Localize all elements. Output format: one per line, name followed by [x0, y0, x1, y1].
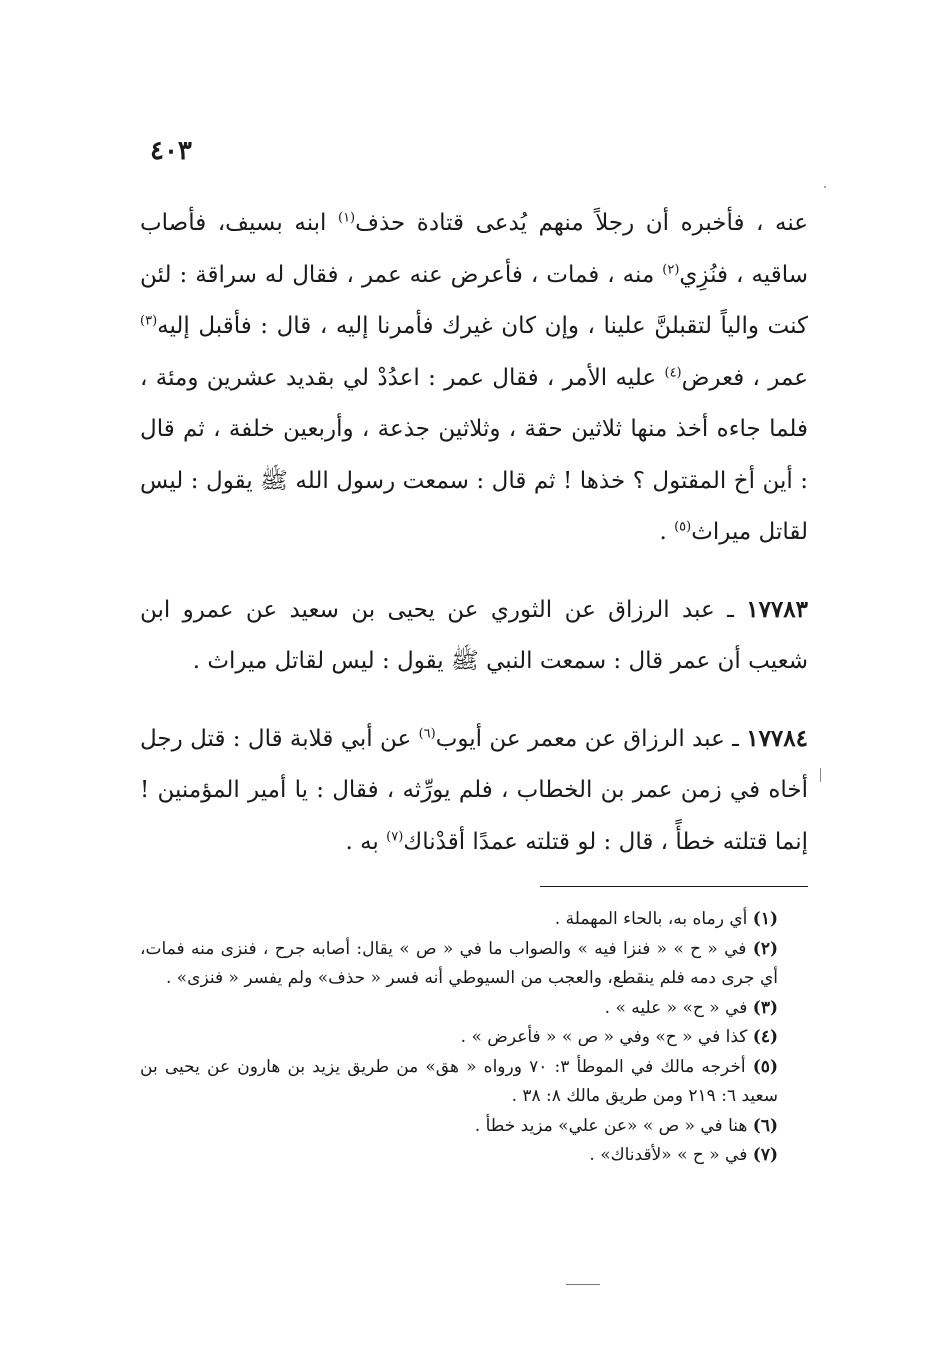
footnotes: [140, 905, 808, 1171]
scan-speck: [824, 186, 826, 188]
scan-speck: [820, 768, 821, 782]
footnote-ref-2[interactable]: (٢): [662, 261, 680, 277]
bottom-rule: [566, 1284, 600, 1285]
footnote-ref-1[interactable]: (١): [337, 210, 356, 226]
footnote-ref-5[interactable]: (٥): [674, 519, 692, 535]
footnote-6: (٦) هنا في « ص » «عن علي» مزيد خطأ .: [474, 1115, 778, 1136]
footnote-divider: [540, 886, 808, 887]
hadith-number: ١٧٧٨٤: [746, 724, 808, 752]
footnote-2: (٢) في « ح » « فنزا فيه » والصواب ما في « ص » يقال: أصابه جرح ، فنزى منه فمات، أي جرى دمه فلم ينقطع، والعجب من السيوطي أنه فسر « حذف» ولم يفسر « فنزى» .: [140, 938, 778, 988]
footnote-5: (٥) أخرجه مالك في الموطأ ٣: ٧٠ ورواه « هق» من طريق يزيد بن هارون عن يحيى بن سعيد ٦: ٢١٩ ومن طريق مالك ٨: ٣٨ .: [140, 1056, 778, 1106]
hadith-17783: ١٧٧٨٣ ـ عبد الرزاق عن الثوري عن يحيى بن سعيد عن عمرو ابن شعيب أن عمر قال : سمعت النبي ﷺ يقول : ليس لقاتل ميراث .: [140, 595, 808, 674]
footnote-3: (٣) في « ح» « عليه » .: [604, 997, 778, 1018]
footnote-1: (١) أي رماه به، بالحاء المهملة .: [554, 909, 778, 929]
footnote-ref-7[interactable]: (٧): [386, 828, 404, 844]
footnote-ref-4[interactable]: (٤): [664, 364, 682, 380]
footnote-4: (٤) كذا في « ح» وفي « ص » « فأعرض » .: [460, 1027, 778, 1047]
hadith-number: ١٧٧٨٣: [746, 595, 808, 623]
page-number: ٤٠٣: [150, 136, 192, 166]
footnote-7: (٧) في « ح » «لأقدناك» .: [589, 1145, 778, 1165]
main-text: [140, 198, 808, 868]
paragraph-continuation: عنه ، فأخبره أن رجلاً منهم يُدعى قتادة حذف$^{(١)}$ ابنه بسيف، فأصاب ساقيه ، فنُزِي$^{(٢)}$ منه ، فمات ، فأعرض عنه عمر ، فقال له سراقة : لئن كنت والياً لتقبلنَّ علينا ، وإن كان غيرك فأمرنا إليه ، قال : فأقبل إليه$^{(٣)}$ عمر ، فعرض$^{(٤)}$ عليه الأمر ، فقال عمر : اعدُدْ لي بقديد عشرين ومئة ، فلما جاءه أخذ منها ثلاثين حقة ، وثلاثين جذعة ، وأربعين خلفة ، ثم قال : أين أخ المقتول ؟ خذها ! ثم قال : سمعت رسول الله ﷺ يقول : ليس لقاتل ميراث$^{(٥)}$ .: [140, 210, 809, 545]
footnote-ref-3[interactable]: (٣): [140, 313, 158, 329]
footnote-ref-6[interactable]: (٦): [418, 725, 436, 741]
hadith-17784: ١٧٧٨٤ ـ عبد الرزاق عن معمر عن أيوب$^{(٦)}$ عن أبي قلابة قال : قتل رجل أخاه في زمن عمر بن الخطاب ، فلم يورِّثه ، فقال : يا أمير المؤمنين ! إنما قتلته خطأً ، قال : لو قتلته عمدًا أقدْناك$^{(٧)}$ به .: [140, 724, 808, 855]
